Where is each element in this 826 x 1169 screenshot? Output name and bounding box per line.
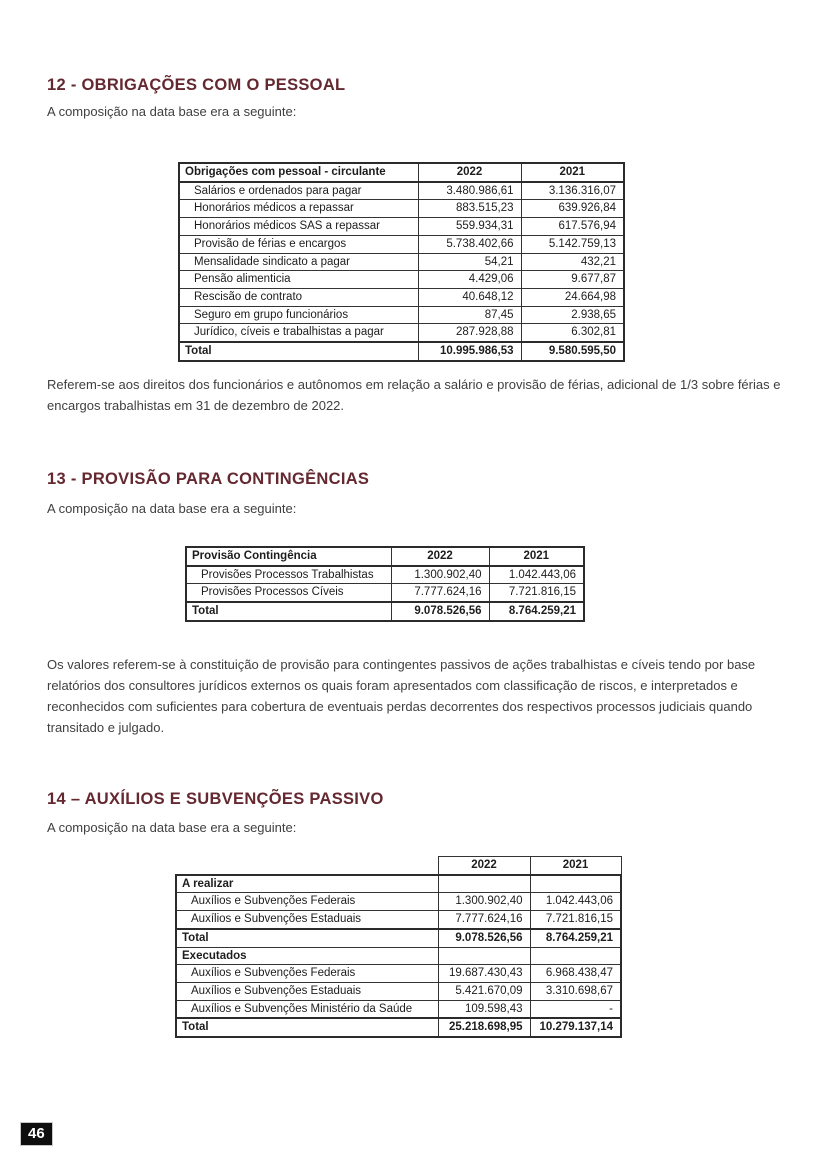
value-2022 [438,875,530,893]
table-row [179,253,624,271]
row-label: Pensão alimenticia [179,271,418,289]
value-2022: 25.218.698,95 [438,1018,530,1037]
value-2021: 24.664,98 [521,289,624,307]
column-header-2022: 2022 [391,547,489,566]
value-2021: 8.764.259,21 [530,929,621,947]
page-number: 46 [20,1122,53,1146]
value-2022: 109.598,43 [438,1000,530,1018]
value-2022 [438,947,530,965]
table-row [179,342,624,361]
value-2021: 5.142.759,13 [521,235,624,253]
value-2022: 1.300.902,40 [391,566,489,584]
row-label: Auxílios e Subvenções Estaduais [176,983,438,1001]
row-label: Jurídico, cíveis e trabalhistas a pagar [179,324,418,342]
value-2022: 7.777.624,16 [438,911,530,929]
section-heading-13: 13 - PROVISÃO PARA CONTINGÊNCIAS [47,470,370,488]
table-row [176,1000,621,1018]
column-header-2022: 2022 [418,163,521,182]
value-2021: 432,21 [521,253,624,271]
table-row [179,306,624,324]
table-row [179,271,624,289]
value-2022: 5.738.402,66 [418,235,521,253]
column-header-2021: 2021 [489,547,584,566]
table-row [179,200,624,218]
row-label: Total [176,929,438,947]
table-header-row [176,857,621,875]
value-2021: 1.042.443,06 [530,893,621,911]
table-header-row [186,547,584,566]
row-label: Auxílios e Subvenções Estaduais [176,911,438,929]
column-header-blank [176,857,438,875]
section-intro-12: A composição na data base era a seguinte: [47,104,297,119]
row-label: Total [186,602,391,621]
column-header-label: Obrigações com pessoal - circulante [179,163,418,182]
table-auxilios-subvencoes [175,856,622,1038]
value-2021 [530,947,621,965]
value-2022: 10.995.986,53 [418,342,521,361]
value-2022: 9.078.526,56 [391,602,489,621]
table-header-row [179,163,624,182]
value-2022: 54,21 [418,253,521,271]
row-label: Seguro em grupo funcionários [179,306,418,324]
row-label: Provisão de férias e encargos [179,235,418,253]
value-2021: 6.302,81 [521,324,624,342]
table-row [186,602,584,621]
value-2021: 7.721.816,15 [530,911,621,929]
value-2021: 3.136.316,07 [521,182,624,200]
table-row [176,1018,621,1037]
section-note-12: Referem-se aos direitos dos funcionários e autônomos em relação a salário e provisão de férias, adicional de 1/3 sobre férias e encargos trabalhistas em 31 de dezembro de 2022. [47,377,781,414]
value-2021: 1.042.443,06 [489,566,584,584]
row-label: Honorários médicos SAS a repassar [179,218,418,236]
value-2021: 10.279.137,14 [530,1018,621,1037]
value-2021 [530,875,621,893]
value-2021: - [530,1000,621,1018]
value-2022: 3.480.986,61 [418,182,521,200]
column-header-2022: 2022 [438,857,530,875]
table-row [176,893,621,911]
value-2021: 9.677,87 [521,271,624,289]
table-row [176,965,621,983]
value-2022: 40.648,12 [418,289,521,307]
value-2022: 87,45 [418,306,521,324]
table-row [179,324,624,342]
value-2022: 7.777.624,16 [391,584,489,602]
table-row [176,929,621,947]
row-label: Auxílios e Subvenções Ministério da Saúde [176,1000,438,1018]
row-label: Salários e ordenados para pagar [179,182,418,200]
row-label: Provisões Processos Cíveis [186,584,391,602]
value-2022: 883.515,23 [418,200,521,218]
row-label: Provisões Processos Trabalhistas [186,566,391,584]
row-label: Honorários médicos a repassar [179,200,418,218]
section-note-13: Os valores referem-se à constituição de provisão para contingentes passivos de ações trabalhistas e cíveis tendo por base relatórios dos consultores jurídicos externos os quais foram apresentados com classificação de riscos, e interpretados e reconhecidos com suficientes para cobertura de eventuais perdas decorrentes dos respectivos processos judiciais quando transitado e julgado. [47,657,756,736]
value-2022: 1.300.902,40 [438,893,530,911]
value-2022: 5.421.670,09 [438,983,530,1001]
value-2021: 617.576,94 [521,218,624,236]
row-label: Rescisão de contrato [179,289,418,307]
table-row [179,235,624,253]
value-2021: 639.926,84 [521,200,624,218]
table-row [176,875,621,893]
value-2022: 287.928,88 [418,324,521,342]
table-row [179,289,624,307]
row-label: A realizar [176,875,438,893]
table-row [176,947,621,965]
value-2021: 9.580.595,50 [521,342,624,361]
value-2022: 19.687.430,43 [438,965,530,983]
value-2021: 8.764.259,21 [489,602,584,621]
table-obrigacoes-pessoal [178,162,625,362]
table-row [186,566,584,584]
row-label: Total [176,1018,438,1037]
table-row [176,911,621,929]
value-2022: 559.934,31 [418,218,521,236]
value-2022: 9.078.526,56 [438,929,530,947]
section-intro-14: A composição na data base era a seguinte: [47,820,297,835]
column-header-2021: 2021 [521,163,624,182]
table-row [179,182,624,200]
row-label: Auxílios e Subvenções Federais [176,893,438,911]
column-header-label: Provisão Contingência [186,547,391,566]
value-2021: 2.938,65 [521,306,624,324]
row-label: Total [179,342,418,361]
section-heading-14: 14 – AUXÍLIOS E SUBVENÇÕES PASSIVO [47,790,384,808]
value-2022: 4.429,06 [418,271,521,289]
row-label: Executados [176,947,438,965]
column-header-2021: 2021 [530,857,621,875]
table-provisao-contingencia [185,546,585,622]
section-heading-12: 12 - OBRIGAÇÕES COM O PESSOAL [47,76,346,94]
table-row [179,218,624,236]
table-row [176,983,621,1001]
row-label: Mensalidade sindicato a pagar [179,253,418,271]
table-row [186,584,584,602]
row-label: Auxílios e Subvenções Federais [176,965,438,983]
value-2021: 7.721.816,15 [489,584,584,602]
value-2021: 6.968.438,47 [530,965,621,983]
section-intro-13: A composição na data base era a seguinte: [47,501,297,516]
value-2021: 3.310.698,67 [530,983,621,1001]
page-number-badge [20,1122,53,1146]
